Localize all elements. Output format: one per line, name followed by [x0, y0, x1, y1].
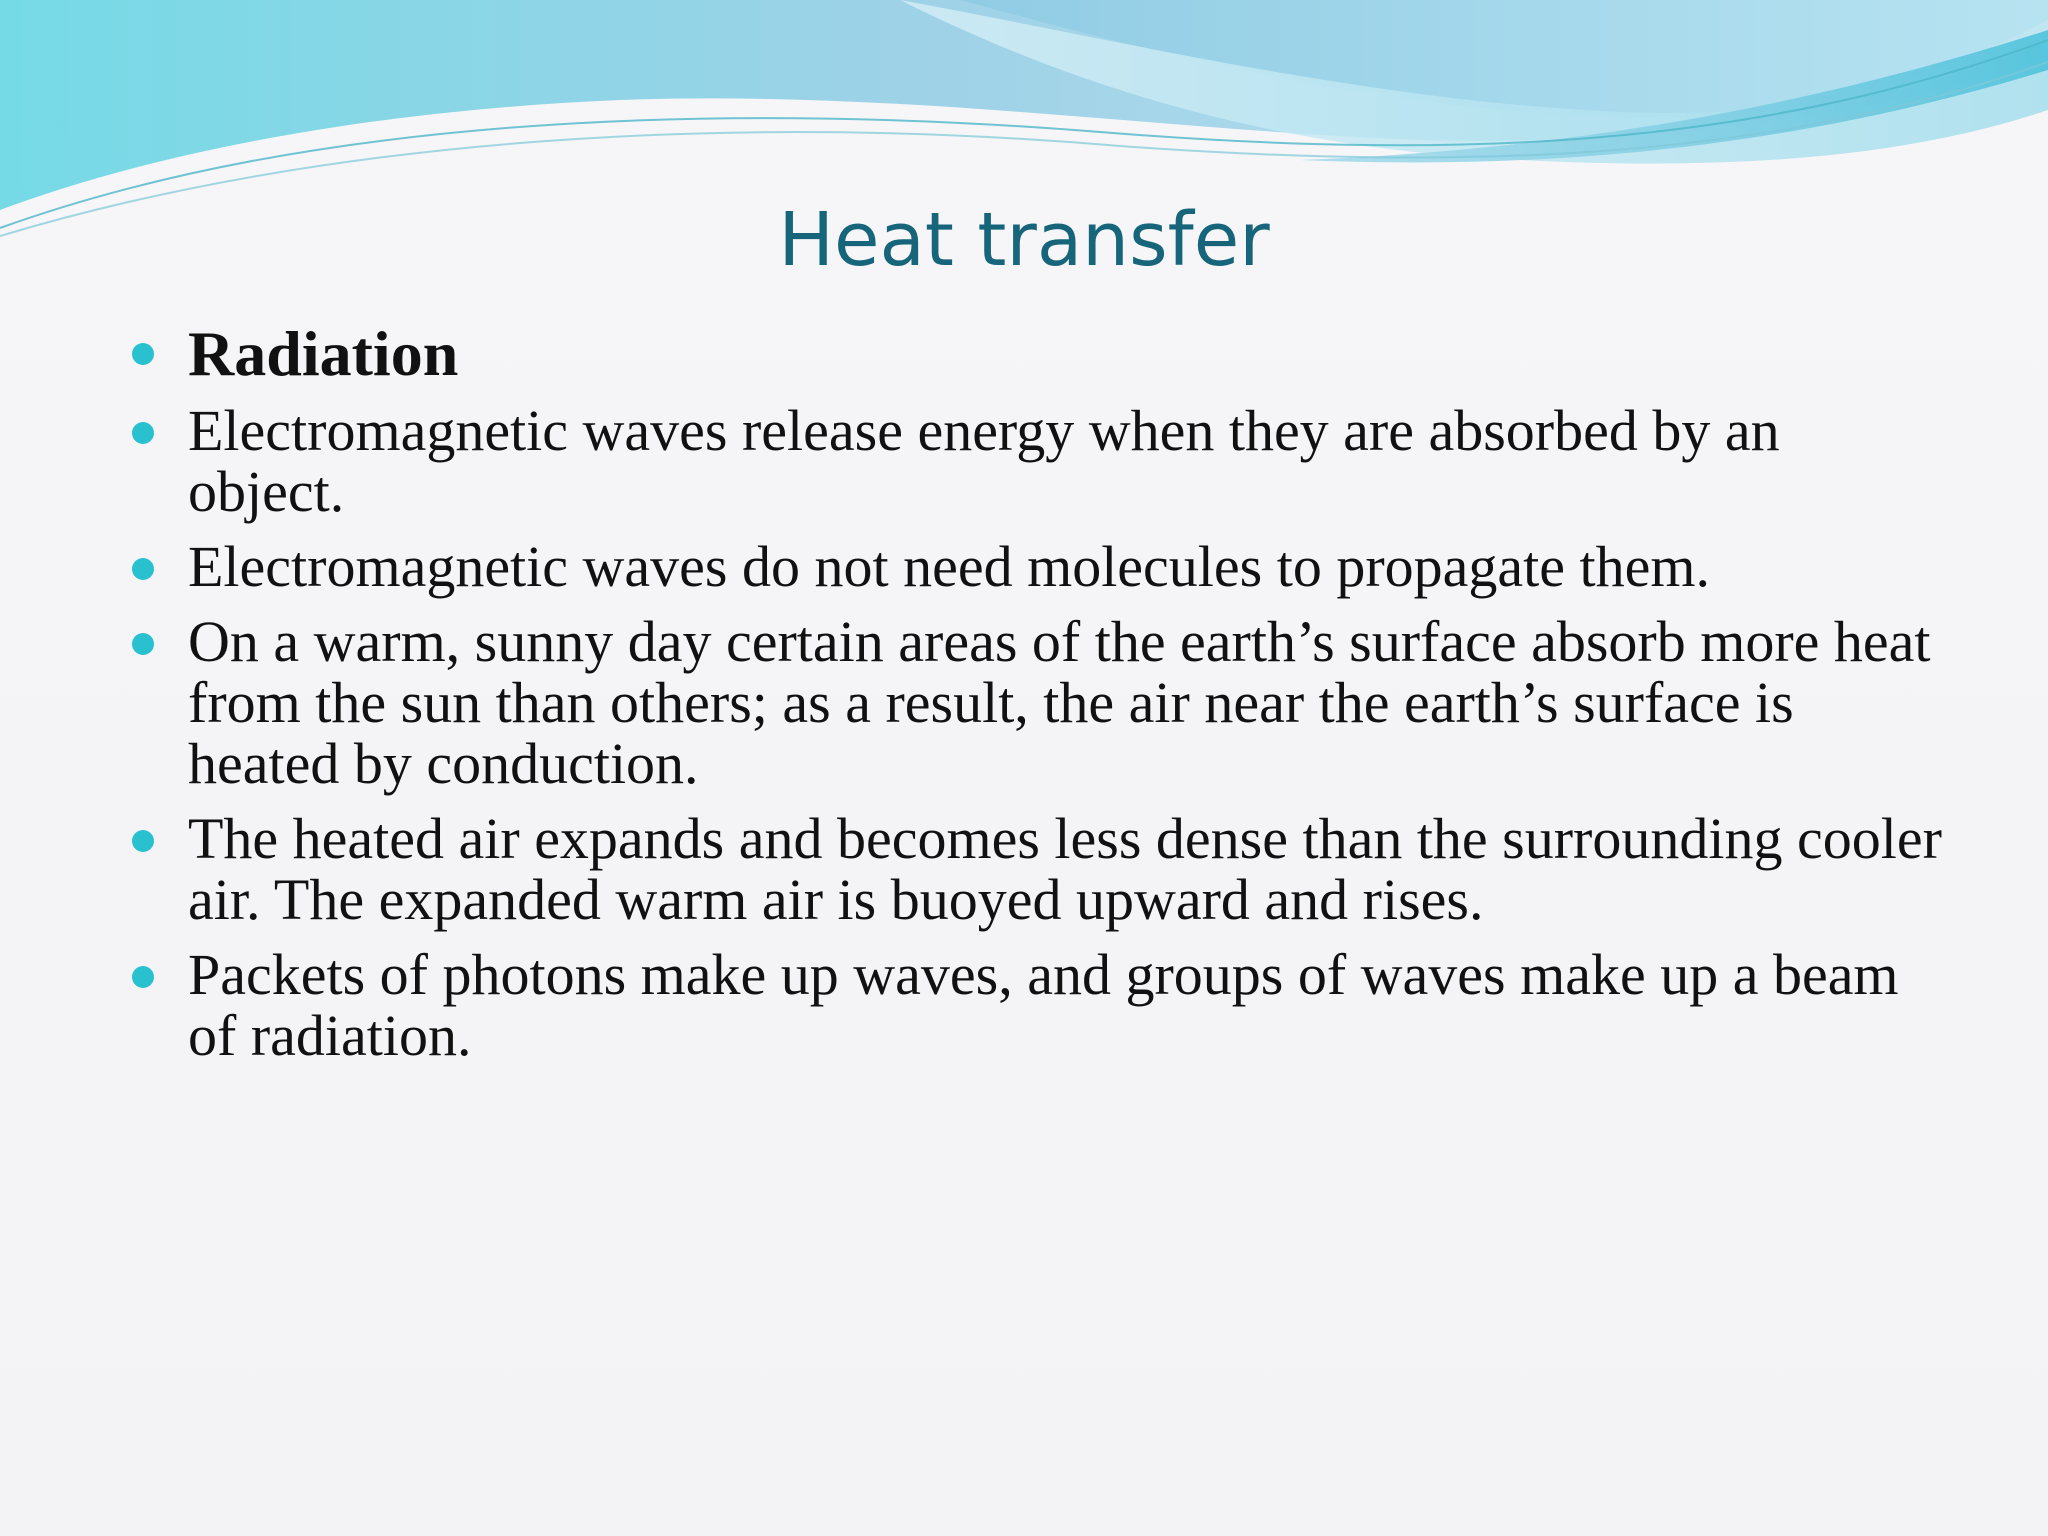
- teal-dot-icon: [132, 343, 154, 365]
- bullet-text: Electromagnetic waves release energy when they are absorbed by an object.: [188, 398, 1780, 524]
- teal-dot-icon: [132, 558, 154, 580]
- teal-dot-icon: [132, 633, 154, 655]
- bullet-item: [130, 400, 1950, 522]
- bullet-text: The heated air expands and becomes less dense than the surrounding cooler air. The expanded warm air is buoyed upward and rises.: [188, 806, 1942, 932]
- bullet-text: Radiation: [188, 318, 459, 389]
- teal-dot-icon: [132, 966, 154, 988]
- bullet-item: [130, 536, 1950, 597]
- bullet-item: [130, 808, 1950, 930]
- bullet-item: [130, 611, 1950, 794]
- bullet-item-radiation: [130, 312, 1950, 396]
- bullet-list: [130, 312, 1950, 1080]
- bullet-text: Packets of photons make up waves, and groups of waves make up a beam of radiation.: [188, 942, 1899, 1068]
- teal-dot-icon: [132, 830, 154, 852]
- bullet-text: On a warm, sunny day certain areas of the earth’s surface absorb more heat from the sun than others; as a result, the air near the earth’s surface is heated by conduction.: [188, 609, 1931, 796]
- bullet-text: Electromagnetic waves do not need molecules to propagate them.: [188, 534, 1710, 599]
- bullet-item: [130, 944, 1950, 1066]
- slide-title: Heat transfer: [778, 197, 1270, 283]
- teal-dot-icon: [132, 422, 154, 444]
